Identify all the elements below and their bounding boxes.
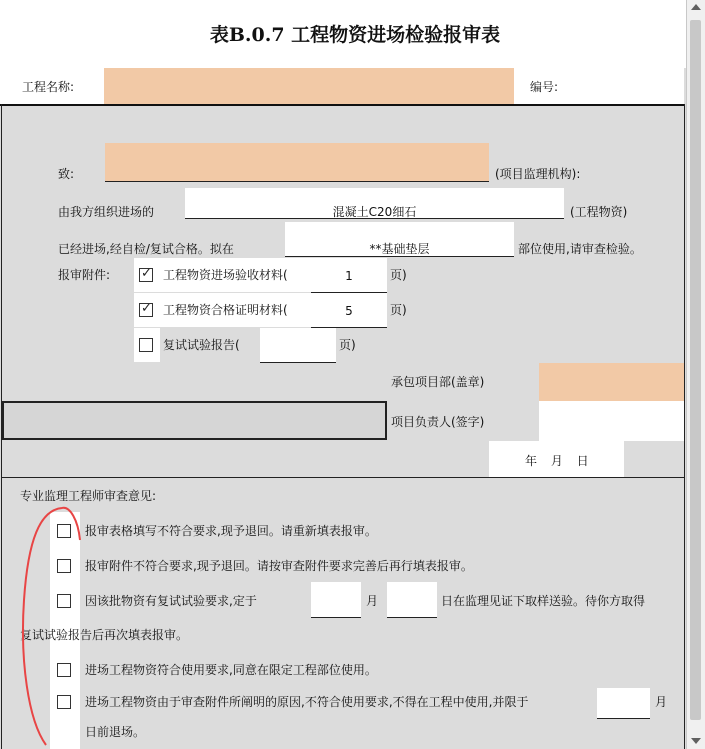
line2-suffix: 部位使用,请审查检验。	[518, 242, 642, 256]
material-value: 混凝土C20细石	[332, 205, 417, 219]
check-icon: ✓	[141, 301, 152, 316]
attachment-3-unit: 页)	[339, 338, 356, 352]
attachment-3-label: 复试试验报告(	[163, 338, 240, 352]
review-option-5-text-a: 进场工程物资由于审查附件所阐明的原因,不符合使用要求,不得在工程中使用,并限于	[85, 695, 529, 709]
line2-prefix: 已经进场,经自检/复试合格。拟在	[58, 242, 234, 256]
vertical-scrollbar[interactable]	[686, 0, 705, 749]
project-name-label: 工程名称:	[22, 80, 75, 94]
review-heading: 专业监理工程师审查意见:	[20, 489, 157, 503]
line1-suffix: (工程物资)	[570, 205, 628, 219]
contractor-dept-label: 承包项目部(盖章)	[391, 375, 485, 389]
review-option-2-text: 报审附件不符合要求,现予退回。请按审查附件要求完善后再行填表报审。	[85, 559, 473, 573]
review-option-4-text: 进场工程物资符合使用要求,同意在限定工程部位使用。	[85, 663, 377, 677]
attachment-2-label: 工程物资合格证明材料(	[163, 303, 288, 317]
attachments-label: 报审附件:	[58, 268, 111, 282]
number-label: 编号:	[530, 80, 559, 94]
to-label: 致:	[58, 167, 75, 181]
review-option-1-text: 报审表格填写不符合要求,现予退回。请重新填表报审。	[85, 524, 377, 538]
location-value: **基础垫层	[369, 242, 430, 256]
page-title: 表B.0.7 工程物资进场检验报审表	[209, 24, 501, 46]
manager-label: 项目负责人(签字)	[391, 415, 485, 429]
attachment-2-pages: 5	[345, 304, 353, 318]
review-option-3-text-c: 复试试验报告后再次填表报审。	[20, 628, 189, 642]
scroll-up-icon[interactable]	[691, 4, 701, 10]
review-option-3-month-label: 月	[366, 594, 379, 608]
review-option-5-month-label: 月	[655, 695, 668, 709]
line1-prefix: 由我方组织进场的	[58, 205, 155, 219]
date-label: 年 月 日	[525, 454, 589, 468]
to-suffix: (项目监理机构):	[495, 167, 581, 181]
scroll-down-icon[interactable]	[691, 738, 701, 744]
attachment-2-unit: 页)	[390, 303, 407, 317]
check-icon: ✓	[141, 266, 152, 281]
review-option-3-text-a: 因该批物资有复试试验要求,定于	[85, 594, 257, 608]
attachment-1-label: 工程物资进场验收材料(	[163, 268, 288, 282]
attachment-1-unit: 页)	[390, 268, 407, 282]
scroll-thumb[interactable]	[690, 20, 701, 720]
attachment-1-pages: 1	[345, 269, 353, 283]
review-option-5-text-c: 日前退场。	[85, 725, 146, 739]
review-option-3-text-b: 日在监理见证下取样送验。待你方取得	[441, 594, 646, 608]
